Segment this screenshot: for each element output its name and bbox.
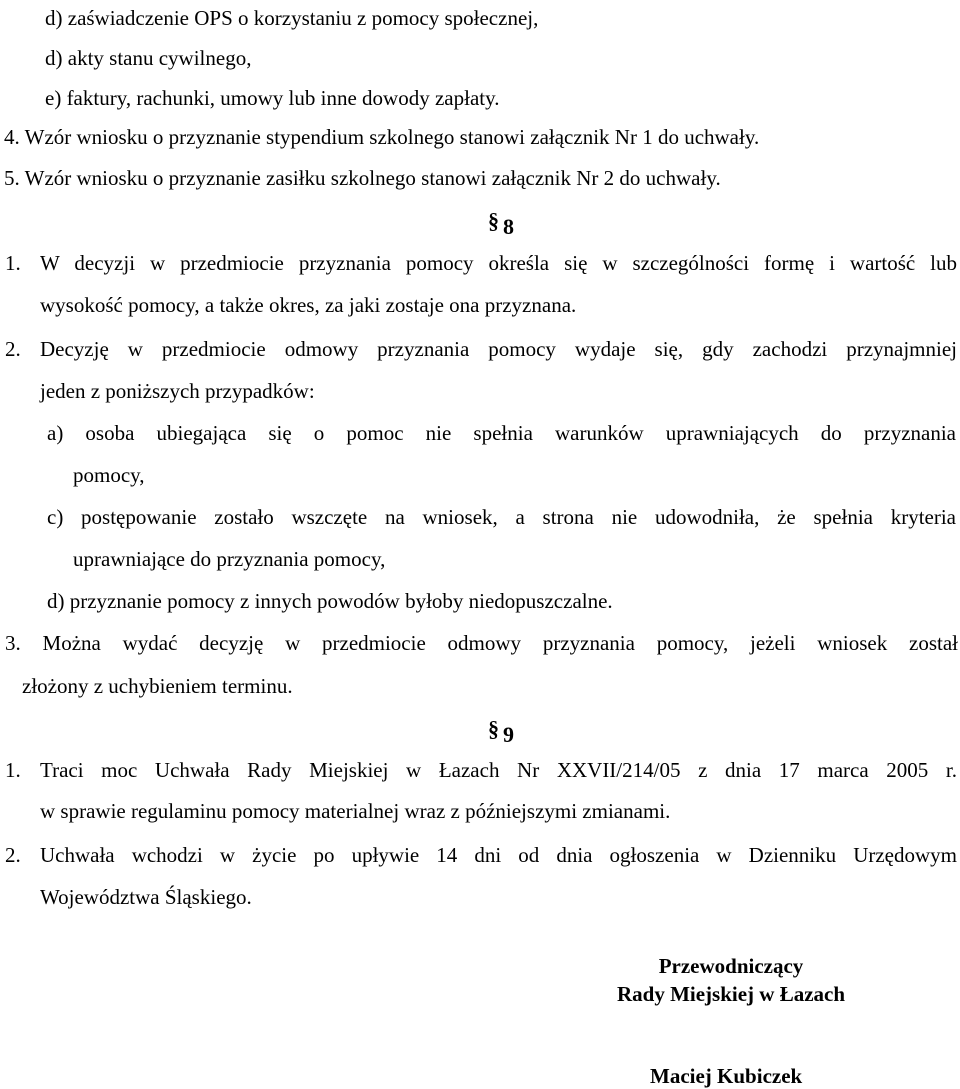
signature-title-line1: Przewodniczący	[658, 954, 804, 978]
sec8-case-a-line1: a) osoba ubiegająca się o pomoc nie spełnia warunków uprawniających do przyznania	[47, 421, 956, 445]
sec8-p2-line1: Decyzję w przedmiocie odmowy przyznania pomocy wydaje się, gdy zachodzi przynajmniej	[40, 337, 957, 361]
sec8-p3-line2: złożony z uchybieniem terminu.	[22, 674, 293, 698]
sec8-p2-line2: jeden z poniższych przypadków:	[40, 379, 315, 403]
sec8-case-c-line1: c) postępowanie zostało wszczęte na wniosek, a strona nie udowodniła, że spełnia kryteria	[47, 505, 956, 529]
sec8-case-a-line2: pomocy,	[73, 463, 145, 487]
section-symbol: §	[488, 716, 499, 741]
sec9-p1-line1: Traci moc Uchwała Rady Miejskiej w Łazach Nr XXVII/214/05 z dnia 17 marca 2005 r.	[40, 758, 957, 782]
list-item-invoices: e) faktury, rachunki, umowy lub inne dowody zapłaty.	[45, 86, 500, 110]
signature-name: Maciej Kubiczek	[650, 1064, 803, 1088]
section-8-heading	[488, 210, 514, 238]
sec9-p1-line2: w sprawie regulaminu pomocy materialnej wraz z późniejszymi zmianami.	[40, 799, 671, 823]
sec9-p2-line1: Uchwała wchodzi w życie po upływie 14 dni od dnia ogłoszenia w Dzienniku Urzędowym	[40, 843, 957, 867]
sec8-p3-line1: 3. Można wydać decyzję w przedmiocie odmowy przyznania pomocy, jeżeli wniosek został	[5, 631, 958, 655]
sec9-p2-number: 2.	[5, 843, 21, 867]
sec9-p1-number: 1.	[5, 758, 21, 782]
list-item-certificate: d) zaświadczenie OPS o korzystaniu z pomocy społecznej,	[45, 6, 539, 30]
sec8-case-d-line1: d) przyznanie pomocy z innych powodów byłoby niedopuszczalne.	[47, 589, 613, 613]
list-item-civil-records: d) akty stanu cywilnego,	[45, 46, 252, 70]
sec8-p1-number: 1.	[5, 251, 21, 275]
section-number: 9	[503, 722, 514, 747]
section-number: 8	[503, 214, 514, 239]
sec8-p1-line1: W decyzji w przedmiocie przyznania pomocy określa się w szczególności formę i wartość lub	[40, 251, 957, 275]
sec8-p2-number: 2.	[5, 337, 21, 361]
point-5: 5. Wzór wniosku o przyznanie zasiłku szkolnego stanowi załącznik Nr 2 do uchwały.	[4, 166, 721, 190]
section-9-heading	[488, 718, 514, 746]
sec8-p1-line2: wysokość pomocy, a także okres, za jaki zostaje ona przyznana.	[40, 293, 577, 317]
point-4: 4. Wzór wniosku o przyznanie stypendium szkolnego stanowi załącznik Nr 1 do uchwały.	[4, 125, 760, 149]
sec8-case-c-line2: uprawniające do przyznania pomocy,	[73, 547, 386, 571]
sec9-p2-line2: Województwa Śląskiego.	[40, 885, 252, 909]
signature-title-line2: Rady Miejskiej w Łazach	[616, 982, 846, 1006]
section-symbol: §	[488, 208, 499, 233]
